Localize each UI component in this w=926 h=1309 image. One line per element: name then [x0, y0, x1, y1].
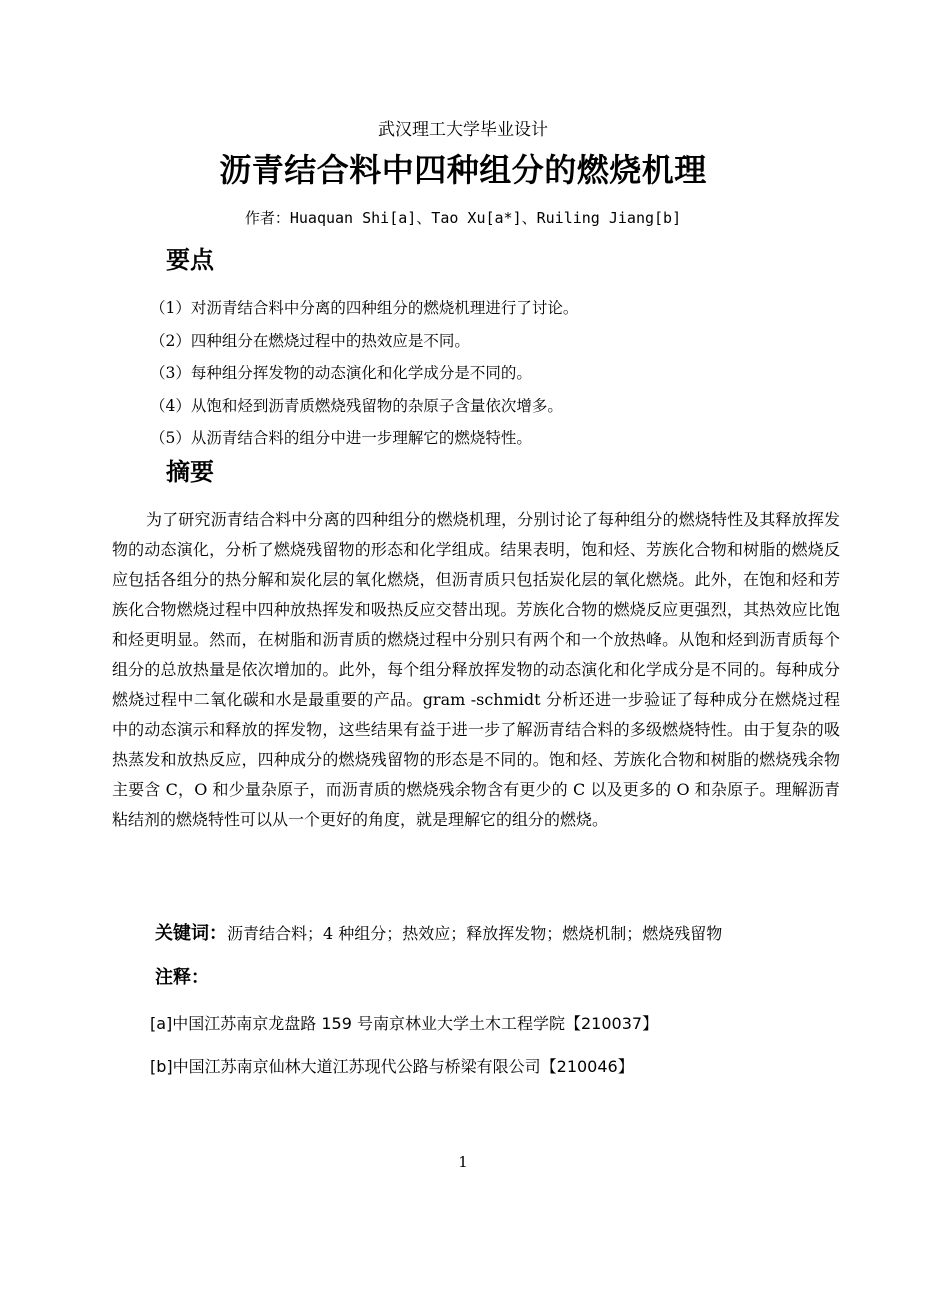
page-number: 1 [458, 1153, 468, 1171]
highlight-item: （5）从沥青结合料的组分中进一步理解它的燃烧特性。 [150, 429, 532, 447]
affiliation-a: [a]中国江苏南京龙盘路 159 号南京林业大学土木工程学院【210037】 [150, 1014, 659, 1033]
abstract-heading: 摘要 [166, 458, 214, 486]
paper-title: 沥青结合料中四种组分的燃烧机理 [219, 151, 707, 189]
university-line: 武汉理工大学毕业设计 [378, 120, 548, 140]
keywords-label: 关键词： [155, 923, 227, 944]
highlights-list [150, 292, 850, 455]
highlight-item: （4）从饱和烃到沥青质燃烧残留物的杂原子含量依次增多。 [150, 396, 563, 415]
highlight-item: （2）四种组分在燃烧过程中的热效应是不同。 [150, 331, 470, 350]
highlights-heading: 要点 [166, 246, 214, 274]
notes-label: 注释： [155, 967, 209, 988]
highlight-item: （3）每种组分挥发物的动态演化和化学成分是不同的。 [150, 364, 532, 382]
abstract-text: 为了研究沥青结合料中分离的四种组分的燃烧机理，分别讨论了每种组分的燃烧特性及其释放挥发物的动态演化，分析了燃烧残留物的形态和化学组成。结果表明，饱和烃、芳族化合物和树脂的燃烧反应包括各组分的热分解和炭化层的氧化燃烧，但沥青质只包括炭化层的氧化燃烧。此外，在饱和烃和芳族化合物燃烧过程中四种放热挥发和吸热反应交替出现。芳族化合物的燃烧反应更强烈，其热效应比饱和烃更明显。然而，在树脂和沥青质的燃烧过程中分别只有两个和一个放热峰。从饱和烃到沥青质每个组分的总放热量是依次增加的。此外，每个组分释放挥发物的动态演化和化学成分是不同的。每种成分燃烧过程中二氧化碳和水是最重要的产品。gram -schmidt 分析还进一步验证了每种成分在燃烧过程中的动态演示和释放的挥发物，这些结果有益于进一步了解沥青结合料的多级燃烧特性。由于复杂的吸热蒸发和放热反应，四种成分的燃烧残留物的形态是不同的。饱和烃、芳族化合物和树脂的燃烧残余物主要含 C，O 和少量杂原子，而沥青质的燃烧残余物含有更少的 C 以及更多的 O 和杂原子。理解沥青粘结剂的燃烧特性可以从一个更好的角度，就是理解它的组分的燃烧。 [112, 510, 840, 829]
keywords-value: 沥青结合料；4 种组分；热效应；释放挥发物；燃烧机制；燃烧残留物 [227, 924, 723, 943]
affiliation-b: [b]中国江苏南京仙林大道江苏现代公路与桥梁有限公司【210046】 [150, 1057, 634, 1076]
author-line: 作者：Huaquan Shi[a]、Tao Xu[a*]、Ruiling Jiang[b] [244, 209, 682, 227]
highlight-item: （1）对沥青结合料中分离的四种组分的燃烧机理进行了讨论。 [150, 299, 579, 317]
keywords-line [155, 920, 855, 948]
